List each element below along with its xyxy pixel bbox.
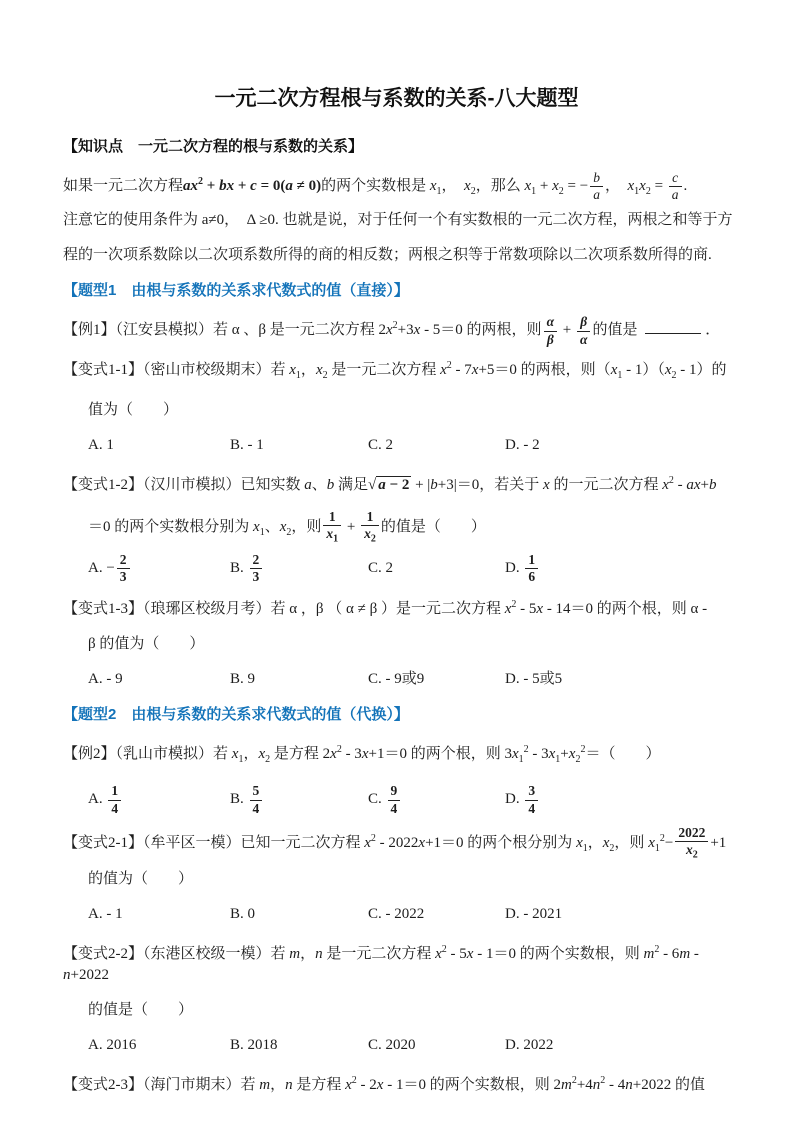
variant-1-2-line-2: ＝0 的两个实数根分别为 $x_1$、$x_2$，则 $\frac{1}{x_1}$ + $\frac{1}{x_2}$ 的值是（ ） bbox=[88, 508, 486, 545]
variant-2-1-line-1: 【变式2-1】（牟平区一模）已知一元二次方程 $x^2 - 2022x+1=0$ 的两个根分别为 $x_1$，$x_2$，则 $x_1^2-$ $\frac{2022}{x_2}$ +1 bbox=[63, 824, 727, 861]
variant-1-1-options bbox=[63, 435, 733, 456]
variant-1-1-line-1: 【变式1-1】（密山市校级期末）若 $x_1$，$x_2$ 是一元二次方程 $x^2 - 7x+5=0$ 的两根，则$(x_1 - 1)(x_2 - 1)$的 bbox=[63, 359, 727, 381]
variant-2-2-options bbox=[63, 1035, 733, 1056]
variant-1-2-line-1: 【变式1-2】（汉川市模拟）已知实数 a、b 满足√ a − 2 + |b+3|＝0，若关于 x 的一元二次方程 $x^2 - ax+b$ bbox=[63, 474, 717, 493]
knowledge-formula-line: 如果一元二次方程$ax^2$ + bx + c = 0(a ≠ 0)的两个实数根是 $x_1$， $x_2$，那么 $x_1 + x_2$ = − $\frac{b}{a}$ ， $x_1x_2$ = $\frac{c}{a}$ . bbox=[63, 170, 688, 203]
topic-1-heading: 【题型1 由根与系数的关系求代数式的值（直接）】 bbox=[63, 282, 409, 300]
option-b: B. 2018 bbox=[230, 1037, 278, 1054]
example-2-options bbox=[63, 784, 733, 815]
option-b: B. - 1 bbox=[230, 436, 264, 453]
variant-2-1-line-2: 的值为（ ） bbox=[88, 871, 194, 888]
option-b: B. $\frac{2}{3}$ bbox=[230, 553, 368, 584]
option-b: B. 0 bbox=[230, 906, 256, 923]
knowledge-heading: 【知识点 一元二次方程的根与系数的关系】 bbox=[63, 138, 364, 155]
option-c: C. - 2022 bbox=[368, 906, 425, 923]
variant-2-2-line-2: 的值是（ ） bbox=[88, 1002, 194, 1019]
variant-2-1-options bbox=[63, 904, 733, 925]
topic-2-heading: 【题型2 由根与系数的关系求代数式的值（代换）】 bbox=[63, 706, 409, 724]
option-d: D. - 2 bbox=[505, 436, 540, 453]
option-a: A. 2016 bbox=[88, 1037, 137, 1054]
variant-1-3-line-2: β 的值为（ ） bbox=[88, 636, 205, 653]
option-d: D. $\frac{1}{6}$ bbox=[505, 553, 733, 584]
option-a: A. 1 bbox=[88, 436, 114, 453]
example-2-line: 【例2】（乳山市模拟）若 $x_1$，$x_2$ 是方程 $2x^2 - 3x+1=0$ 的两个根，则 $3x_1^2 - 3x_1+x_2^2=$（ ） bbox=[63, 744, 661, 766]
knowledge-note-line-2: 程的一次项系数除以二次项系数所得的商的相反数；两根之积等于常数项除以二次项系数所得的商. bbox=[63, 247, 712, 264]
example-1-line: 【例1】（江安县模拟）若 α 、β 是一元二次方程 $2x^2+3x - 5=0$ 的两根，则 $\frac{\alpha}{\beta}$ + $\frac{\beta}{\alpha}$ 的值是 ． bbox=[63, 314, 721, 347]
option-c: C. 2020 bbox=[368, 1037, 416, 1054]
option-c: C. $\frac{9}{4}$ bbox=[368, 784, 505, 815]
option-a: A. - 1 bbox=[88, 906, 123, 923]
option-c: C. - 9或9 bbox=[368, 671, 425, 688]
knowledge-note-line-1: 注意它的使用条件为 a≠0， Δ ≥0. 也就是说，对于任何一个有实数根的一元二次方程，两根之和等于方 bbox=[63, 212, 733, 229]
option-d: D. - 5或5 bbox=[505, 671, 563, 688]
variant-1-2-options bbox=[63, 553, 733, 584]
option-a: A. − $\frac{2}{3}$ bbox=[88, 553, 230, 584]
variant-2-2-line-1: 【变式2-2】（东港区校级一模）若 m，n 是一元二次方程 $x^2 - 5x - 1=0$ 的两个实数根，则 $m^2 - 6m - n+2022$ bbox=[63, 944, 699, 984]
option-d: D. - 2021 bbox=[505, 906, 563, 923]
page-title: 一元二次方程根与系数的关系-八大题型 bbox=[214, 87, 579, 110]
option-b: B. $\frac{5}{4}$ bbox=[230, 784, 368, 815]
variant-1-3-options bbox=[63, 669, 733, 690]
variant-1-3-line-1: 【变式1-3】（琅琊区校级月考）若 α ，β （ α ≠ β ）是一元二次方程 $x^2 - 5x - 14=0$ 的两个根，则 α - bbox=[63, 599, 708, 618]
option-a: A. - 9 bbox=[88, 671, 123, 688]
variant-2-3-line-1: 【变式2-3】（海门市期末）若 m，n 是方程 $x^2 - 2x - 1=0$ 的两个实数根，则 $2m^2+4n^2 - 4n+2022$ 的值 bbox=[63, 1075, 705, 1094]
option-c: C. 2 bbox=[368, 436, 394, 453]
document-body bbox=[0, 112, 793, 1096]
option-c: C. 2 bbox=[368, 560, 394, 577]
option-d: D. 2022 bbox=[505, 1037, 554, 1054]
option-a: A. $\frac{1}{4}$ bbox=[88, 784, 230, 815]
variant-1-1-line-2: 值为（ ） bbox=[88, 401, 179, 418]
option-d: D. $\frac{3}{4}$ bbox=[505, 784, 733, 815]
option-b: B. 9 bbox=[230, 671, 256, 688]
